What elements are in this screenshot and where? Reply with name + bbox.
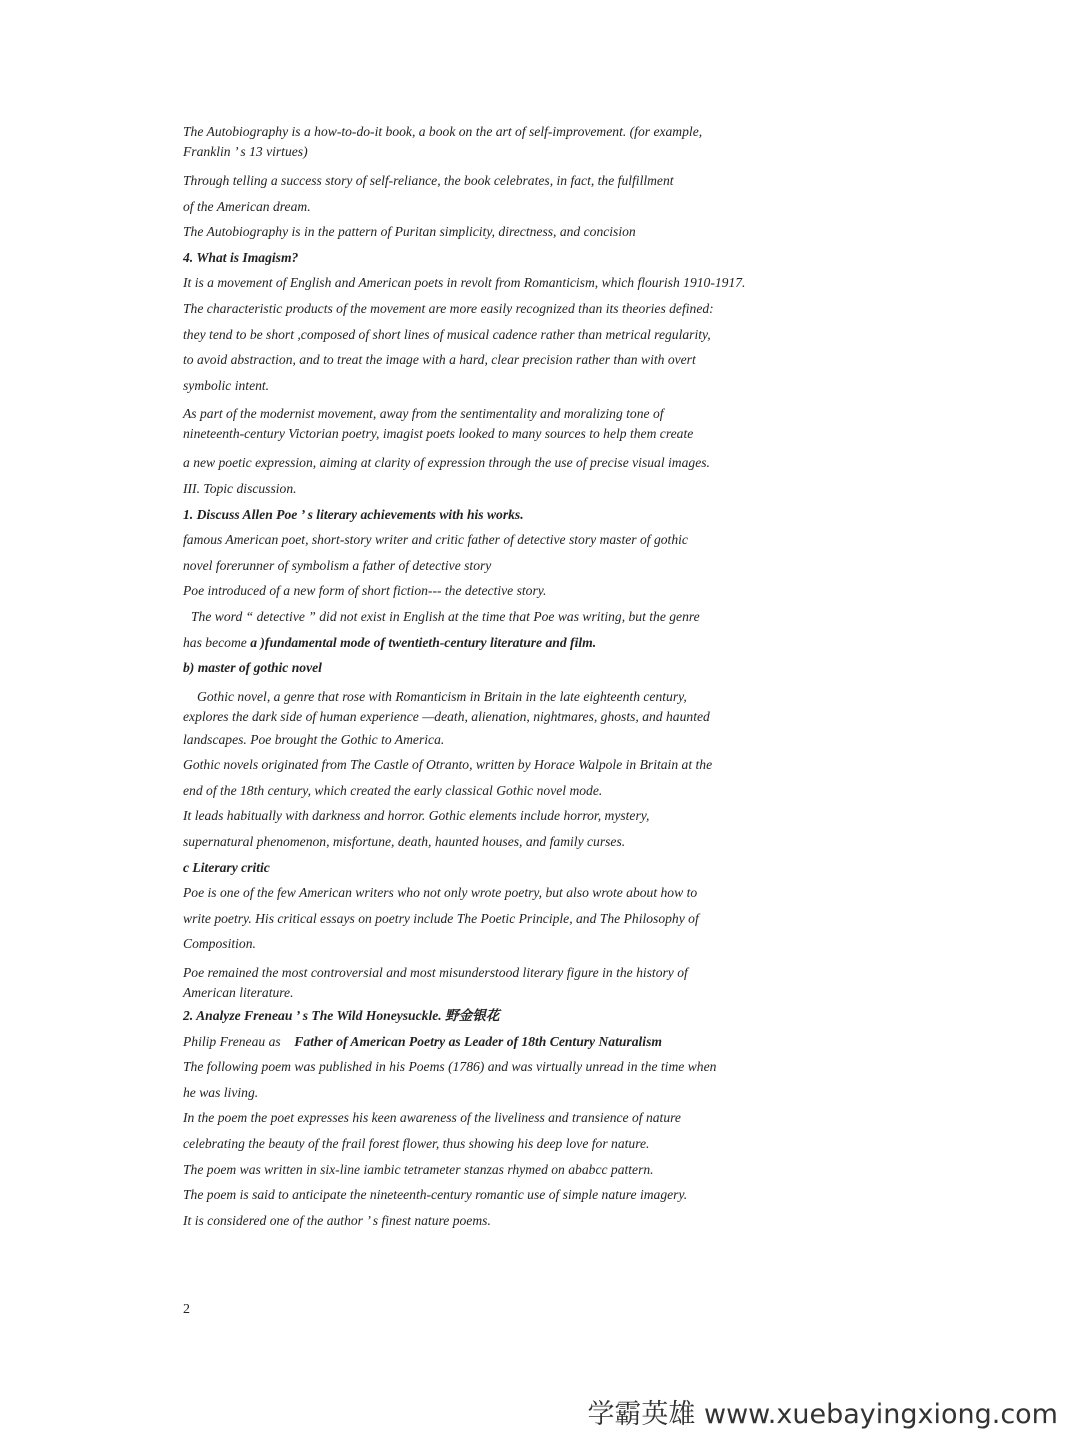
text-line: to avoid abstraction, and to treat the image with a hard, clear precision rather than with overt xyxy=(183,352,696,368)
subheading-c: c Literary critic xyxy=(183,859,270,875)
watermark: 学霸英雄 www.xuebayingxiong.com xyxy=(587,1399,1058,1430)
text-line: It is a movement of English and American poets in revolt from Romanticism, which flourish 1910-1917. xyxy=(183,275,746,291)
topic-heading: 2. Analyze Freneau ’ s The Wild Honeysuckle. 野金银花 xyxy=(183,1008,500,1024)
text-line: The characteristic products of the movement are more easily recognized than its theories defined: xyxy=(183,300,714,316)
text-line: Composition. xyxy=(183,936,256,952)
text-line: It is considered one of the author ’ s finest nature poems. xyxy=(183,1212,491,1228)
text-line: supernatural phenomenon, misfortune, death, haunted houses, and family curses. xyxy=(183,834,626,850)
subheading-b: b) master of gothic novel xyxy=(183,660,322,676)
text-line: Poe remained the most controversial and most misunderstood literary figure in the history of xyxy=(183,965,688,981)
text-line: a new poetic expression, aiming at clarity of expression through the use of precise visual images. xyxy=(183,455,710,471)
text-line: Franklin ’ s 13 virtues) xyxy=(183,144,308,159)
text-line: The Autobiography is a how-to-do-it book, a book on the art of self-improvement. (for example, xyxy=(183,124,703,139)
text-line: III. Topic discussion. xyxy=(183,480,297,496)
text-fragment: Philip Freneau as xyxy=(183,1033,281,1049)
text-line: The word “ detective ” did not exist in English at the time that Poe was writing, but the genre xyxy=(191,608,700,624)
topic-heading: 1. Discuss Allen Poe ’ s literary achievements with his works. xyxy=(183,506,524,522)
document-body xyxy=(183,122,903,1233)
text-line: novel forerunner of symbolism a father of detective story xyxy=(183,557,492,573)
text-line: famous American poet, short-story writer and critic father of detective story master of gothic xyxy=(183,532,688,548)
subheading-a: a )fundamental mode of twentieth-century literature and film. xyxy=(250,634,597,650)
text-line: Gothic novel, a genre that rose with Romanticism in Britain in the late eighteenth century, xyxy=(197,688,687,704)
text-line: write poetry. His critical essays on poetry include The Poetic Principle, and The Philosophy of xyxy=(183,910,699,926)
text-line: In the poem the poet expresses his keen awareness of the liveliness and transience of nature xyxy=(183,1110,681,1126)
text-line: he was living. xyxy=(183,1084,259,1100)
text-line: Gothic novels originated from The Castle of Otranto, written by Horace Walpole in Britain at the xyxy=(183,757,713,773)
text-line: of the American dream. xyxy=(183,198,311,214)
text-line: celebrating the beauty of the frail forest flower, thus showing his deep love for nature. xyxy=(183,1136,650,1151)
text-line: end of the 18th century, which created the early classical Gothic novel mode. xyxy=(183,782,603,798)
text-line: Poe is one of the few American writers who not only wrote poetry, but also wrote about how to xyxy=(183,885,698,901)
text-line: As part of the modernist movement, away from the sentimentality and moralizing tone of xyxy=(183,406,664,422)
text-fragment: has become xyxy=(183,634,247,650)
text-line: American literature. xyxy=(183,985,294,1001)
text-line: The Autobiography is in the pattern of Puritan simplicity, directness, and concision xyxy=(183,224,636,240)
page-number: 2 xyxy=(183,1302,190,1317)
emphasis-text: Father of American Poetry as Leader of 18th Century Naturalism xyxy=(294,1033,662,1049)
text-line: The poem is said to anticipate the nineteenth-century romantic use of simple nature imagery. xyxy=(183,1187,688,1203)
text-line: Poe introduced of a new form of short fiction--- the detective story. xyxy=(183,583,547,599)
text-line: The following poem was published in his Poems (1786) and was virtually unread in the time when xyxy=(183,1059,717,1075)
text-line xyxy=(183,630,903,656)
text-line: symbolic intent. xyxy=(183,377,270,393)
text-line: explores the dark side of human experience —death, alienation, nightmares, ghosts, and haunted xyxy=(183,708,710,724)
text-line xyxy=(183,1029,903,1055)
text-line: landscapes. Poe brought the Gothic to America. xyxy=(183,731,445,747)
text-line: Through telling a success story of self-reliance, the book celebrates, in fact, the fulfillment xyxy=(183,173,674,188)
text-line: It leads habitually with darkness and horror. Gothic elements include horror, mystery, xyxy=(183,808,650,824)
text-line: nineteenth-century Victorian poetry, imagist poets looked to many sources to help them create xyxy=(183,426,694,442)
text-line: they tend to be short ,composed of short lines of musical cadence rather than metrical regularity, xyxy=(183,326,711,342)
text-line: The poem was written in six-line iambic tetrameter stanzas rhymed on ababcc pattern. xyxy=(183,1161,654,1177)
section-heading: 4. What is Imagism? xyxy=(183,249,299,265)
